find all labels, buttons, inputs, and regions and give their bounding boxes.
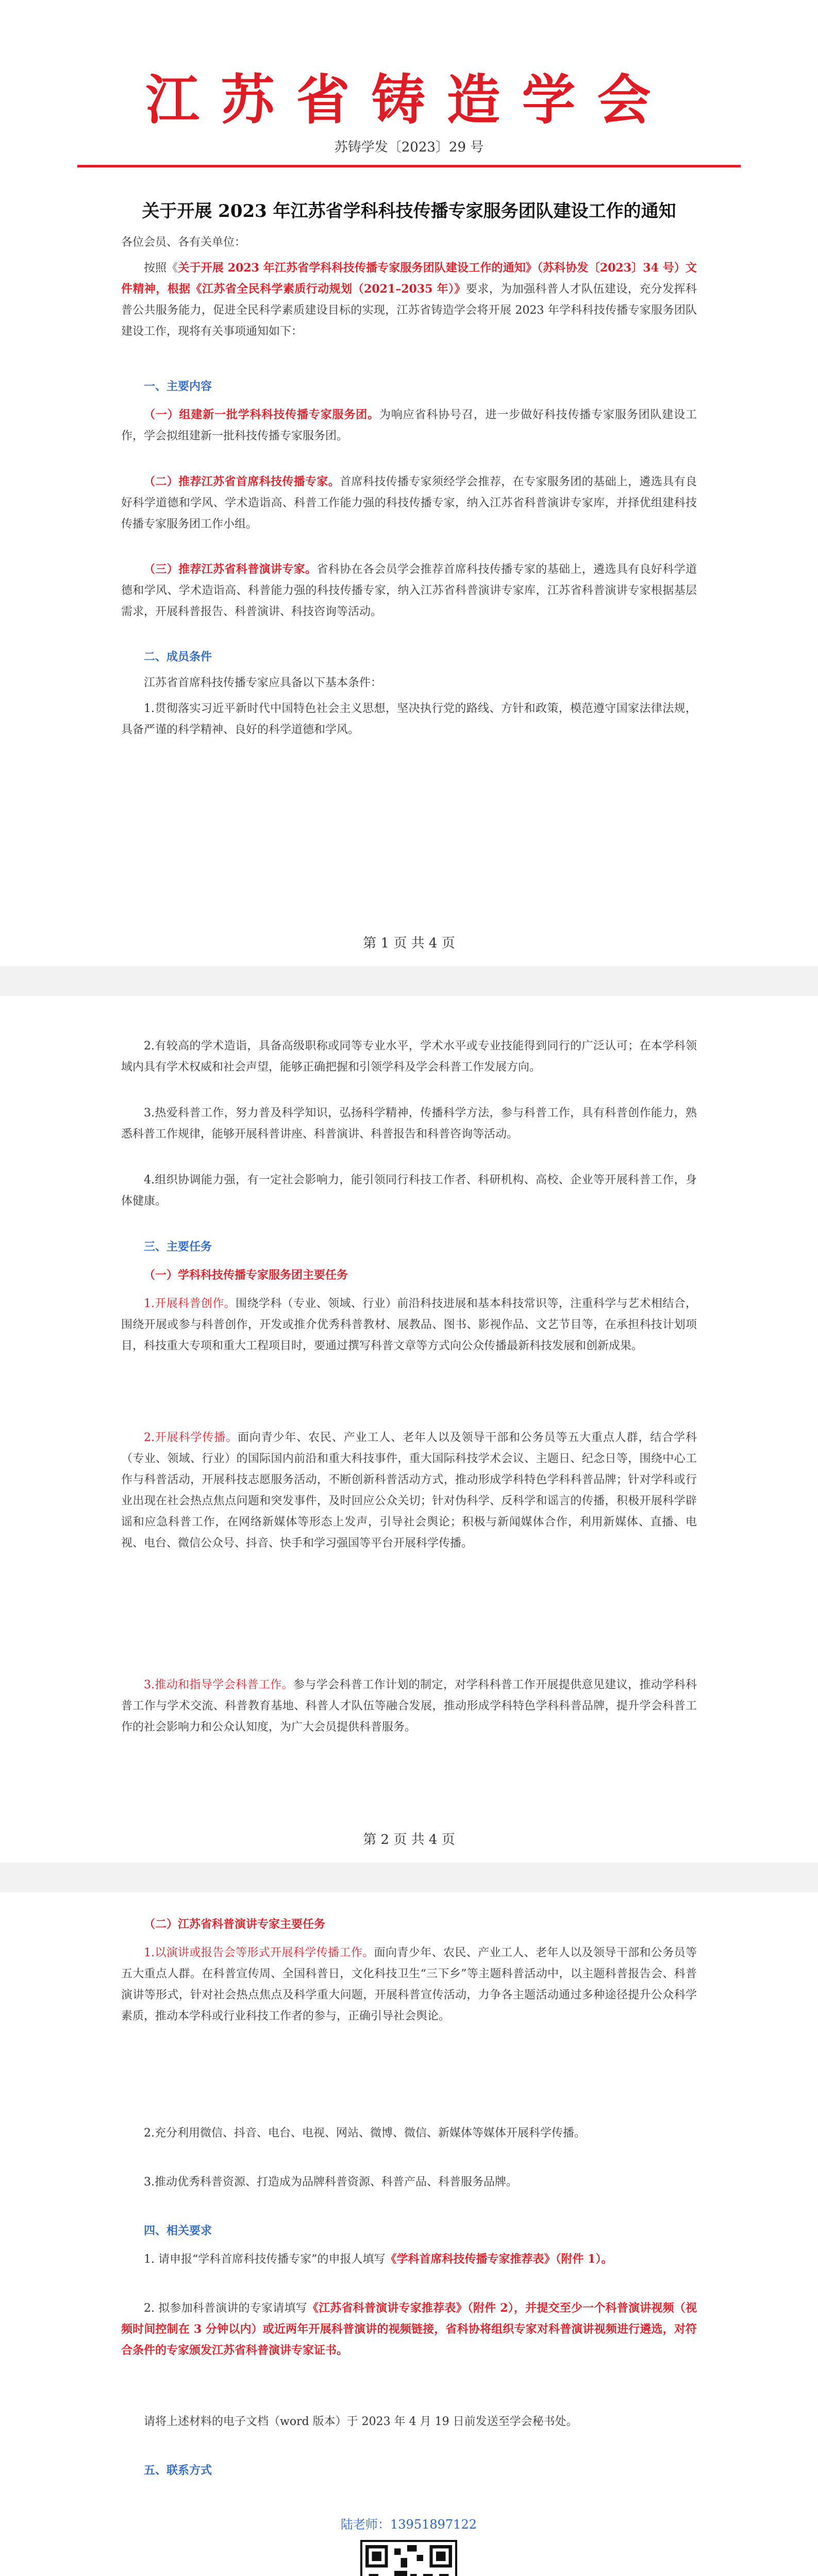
section-4-item-1 (121, 2249, 697, 2270)
section-2-item-2: 2.有较高的学术造诣，具备高级职称或同等专业水平，学术水平或专业技能得到同行的广泛认可；在本学科领域内具有学术权威和社会声望，能够正确把握和引领学科及学会科普工作发展方向。 (121, 1040, 697, 1074)
page-break (0, 966, 818, 996)
intro-text-b: 要求，为加强科普人才队伍建设，充分发挥科普公共服务能力，促进全民科学素质建设目标的实现，江苏省铸造学会将开展 2023 年学科科技传播专家服务团队建设工作，现将有关事项通知如下： (121, 283, 697, 338)
section-3-2-item-1-text: 面向青少年、农民、产业工人、老年人以及领导干部和公务员等五大重点人群。在科普宣传周、全国科普日，文化科技卫生“三下乡”等主题科普活动中，以主题科普报告会、科普演讲等形式，针对社会热点焦点及科学重大问题，开展科普宣传活动，力争各主题活动通过多种途径提升公众科学素质，推动本学科或行业科技工作者的参与，正确引导社会舆论。 (121, 1946, 697, 2023)
section-4-title: 四、相关要求 (144, 2224, 212, 2238)
intro-paragraph (121, 258, 697, 342)
salutation: 各位会员、各有关单位： (121, 236, 246, 249)
section-3-2-item-3: 3.推动优秀科普资源、打造成为品牌科普资源、科普产品、科普服务品牌。 (144, 2176, 517, 2189)
section-1-2-title: （二）推荐江苏省首席科技传播专家。 (144, 475, 340, 488)
section-2-item-1: 1.贯彻落实习近平新时代中国特色社会主义思想，坚决执行党的路线、方针和政策，模范遵守国家法律法规，具备严谨的科学精神、良好的科学道德和学风。 (121, 702, 697, 736)
section-3-1-title: （一）学科科技传播专家服务团主要任务 (144, 1268, 348, 1282)
page-number-2: 第 2 页 共 4 页 (363, 1832, 455, 1848)
section-3-1-item-3-text: 参与学会科普工作计划的制定，对学科科普工作开展提供意见建议，推动学科科普工作与学术交流、科普教育基地、科普人才队伍等融合发展，推动形成学科特色学科科普品牌，提升学会科普工作的社会影响力和公众认知度，为广大会员提供科普服务。 (121, 1679, 697, 1734)
section-4-item-1-red: 《学科首席科技传播专家推荐表》（附件 1）。 (385, 2252, 613, 2266)
section-3-2-title: （二）江苏省科普演讲专家主要任务 (144, 1918, 326, 1931)
section-1-2-text: 首席科技传播专家须经学会推荐，在专家服务团的基础上，遴选具有良好科学道德和学风、学术造诣高、科普工作能力强的科技传播专家，纳入江苏省科普演讲专家库，并择优组建科技传播专家服务团工作小组。 (121, 476, 697, 531)
section-4-item-2-red: 《江苏省科普演讲专家推荐表》（附件 2），并提交至少一个科普演讲视频（视频时间控制在 3 分钟以内）或近两年开展科普演讲的视频链接，省科协将组织专家对科普演讲视频进行遴选，对符合条件的专家颁发江苏省科普演讲专家证书。 (121, 2301, 697, 2357)
notice-title: 关于开展 2023 年江苏省学科科技传播专家服务团队建设工作的通知 (142, 201, 676, 222)
intro-text-a: 按照《 (144, 262, 178, 275)
section-1-3-title: （三）推荐江苏省科普演讲专家。 (144, 563, 317, 576)
section-2-item-3: 3.热爱科普工作，努力普及科学知识，弘扬科学精神，传播科学方法，参与科普工作，具有科普创作能力，熟悉科普工作规律，能够开展科普讲座、科普演讲、科普报告和科普咨询等活动。 (121, 1107, 697, 1141)
masthead-divider (77, 165, 741, 167)
section-3-1-item-1-lead: 1.开展科普创作。 (144, 1297, 236, 1310)
section-3-1-item-3 (121, 1674, 697, 1738)
section-3-2-item-1-lead: 1.以演讲或报告会等形式开展科学传播工作。 (144, 1946, 374, 1959)
intro-text-red: 关于开展 2023 年江苏省学科科技传播专家服务团队建设工作的通知》（苏科协发〔2023〕34 号）文件精神，根据《江苏省全民科学素质行动规划（2021–2035 年）》 (121, 261, 697, 296)
section-2-title: 二、成员条件 (144, 650, 212, 664)
section-3-1-item-2-text: 面向青少年、农民、产业工人、老年人以及领导干部和公务员等五大重点人群，结合学科（专业、领域、行业）的国际国内前沿和重大科技事件，重大国际科技学术会议、主题日、纪念日等，围绕中心工作与科普活动，开展科技志愿服务活动，不断创新科普活动方式，推动形成学科特色学科科普品牌；针对学科或行业出现在社会热点焦点问题和突发事件，及时回应公众关切；针对伪科学、反科学和谣言的传播，积极开展科学辟谣和应急科普工作，在网络新媒体等形态上发声，引导社会舆论；积极与新闻媒体合作，利用新媒体、直播、电视、电台、微信公众号、抖音、快手和学习强国等平台开展科学传播。 (121, 1431, 697, 1550)
section-4-item-3: 请将上述材料的电子文档（word 版本）于 2023 年 4 月 19 日前发送至学会秘书处。 (144, 2415, 578, 2428)
contact-lu: 陆老师：13951897122 (341, 2517, 477, 2532)
section-1-2 (121, 471, 697, 535)
section-1-1-text: 为响应省科协号召，进一步做好科技传播专家服务团队建设工作，学会拟组建新一批科技传播专家服务团。 (121, 409, 697, 443)
section-4-item-2 (121, 2298, 697, 2361)
document-number: 苏铸学发〔2023〕29 号 (334, 140, 484, 155)
section-1-3 (121, 559, 697, 622)
section-3-title: 三、主要任务 (144, 1240, 212, 1253)
section-3-1-item-2 (121, 1427, 697, 1554)
section-1-1 (121, 404, 697, 447)
section-3-2-item-2: 2.充分利用微信、抖音、电台、电视、网站、微博、微信、新媒体等媒体开展科学传播。 (144, 2127, 586, 2140)
page-break (0, 1862, 818, 1892)
section-2-intro: 江苏省首席科技传播专家应具备以下基本条件： (144, 676, 382, 689)
section-4-item-2-text: 2. 拟参加科普演讲的专家请填写 (144, 2302, 307, 2315)
section-2-item-4: 4.组织协调能力强，有一定社会影响力，能引领同行科技工作者、科研机构、高校、企业等开展科普工作，身体健康。 (121, 1174, 697, 1208)
section-4-item-1-text: 1. 请申报“学科首席科技传播专家”的申报人填写 (144, 2253, 386, 2266)
section-3-1-item-1-text: 围绕学科（专业、领域、行业）前沿科技进展和基本科技常识等，注重科学与艺术相结合，围绕开展或参与科普创作，开发或推介优秀科普教材、展教品、图书、影视作品、文艺节目等，在承担科技计划项目，科技重大专项和重大工程项目时，要通过撰写科普文章等方式向公众传播最新科技发展和创新成果。 (121, 1297, 697, 1352)
section-1-1-title: （一）组建新一批学科科技传播专家服务团。 (144, 408, 379, 421)
section-1-title: 一、主要内容 (144, 380, 212, 393)
section-3-2-item-1 (121, 1942, 697, 2027)
qr-code-icon (360, 2540, 457, 2576)
section-3-1-item-3-lead: 3.推动和指导学会科普工作。 (144, 1679, 293, 1691)
section-3-1-item-1 (121, 1293, 697, 1357)
page-number-1: 第 1 页 共 4 页 (363, 936, 455, 951)
section-1-3-text: 省科协在各会员学会推荐首席科技传播专家的基础上，遴选具有良好科学道德和学风、学术造诣高、科普能力强的科技传播专家，纳入江苏省科普演讲专家库，江苏省科普演讲专家根据基层需求，开展科普报告、科普演讲、科技咨询等活动。 (121, 563, 697, 618)
section-5-title: 五、联系方式 (144, 2464, 212, 2477)
masthead-org-name: 江苏省铸造学会 (145, 68, 673, 131)
section-3-1-item-2-lead: 2.开展科学传播。 (144, 1431, 238, 1444)
